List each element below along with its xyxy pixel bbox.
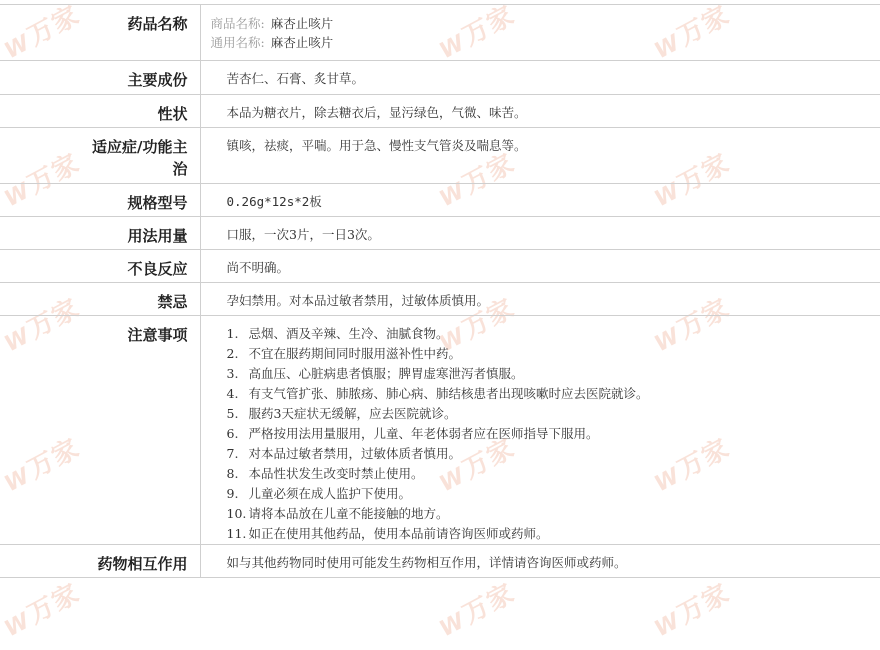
value-precautions <box>200 316 880 545</box>
trade-name-line <box>211 14 871 33</box>
value-indications: 镇咳，祛痰，平喘。用于急、慢性支气管炎及喘息等。 <box>200 128 880 184</box>
watermark: W万家 <box>650 578 735 643</box>
value-spec: 0.26g*12s*2板 <box>200 184 880 217</box>
watermark: W万家 <box>435 433 520 498</box>
value-drug-name <box>200 5 880 61</box>
value-ingredients: 苦杏仁、石膏、炙甘草。 <box>200 61 880 95</box>
trade-name-key: 商品名称: <box>210 16 265 31</box>
label-interactions: 药物相互作用 <box>0 545 200 578</box>
label-usage: 用法用量 <box>0 217 200 250</box>
label-spec: 规格型号 <box>0 184 200 217</box>
watermark: W万家 <box>0 0 85 65</box>
watermark: W万家 <box>650 433 735 498</box>
list-item: 3. 高血压、心脏病患者慎服；脾胃虚寒泄泻者慎服。 <box>226 366 524 381</box>
row-properties <box>0 95 880 128</box>
trade-name-value: 麻杏止咳片 <box>270 16 334 31</box>
watermark: W万家 <box>0 578 85 643</box>
row-adverse <box>0 250 880 283</box>
value-properties: 本品为糖衣片，除去糖衣后，显污绿色，气微、味苦。 <box>200 95 880 128</box>
list-item: 5. 服药3天症状无缓解，应去医院就诊。 <box>226 406 457 421</box>
row-indications <box>0 128 880 184</box>
row-precautions <box>0 316 880 545</box>
drug-info-table <box>0 4 880 578</box>
generic-name-value: 麻杏止咳片 <box>270 35 334 50</box>
label-adverse: 不良反应 <box>0 250 200 283</box>
generic-name-key: 通用名称: <box>210 35 265 50</box>
row-contraindications <box>0 283 880 316</box>
label-indications-line1: 适应症/功能主 <box>92 138 188 156</box>
watermark: W万家 <box>650 0 735 65</box>
watermark: W万家 <box>435 293 520 358</box>
value-interactions: 如与其他药物同时使用可能发生药物相互作用，详情请咨询医师或药师。 <box>200 545 880 578</box>
watermark: W万家 <box>0 433 85 498</box>
watermark: W万家 <box>650 148 735 213</box>
label-drug-name: 药品名称 <box>0 5 200 61</box>
label-properties: 性状 <box>0 95 200 128</box>
watermark: W万家 <box>435 148 520 213</box>
list-item: 8. 本品性状发生改变时禁止使用。 <box>226 466 424 481</box>
value-contraindications: 孕妇禁用。对本品过敏者禁用，过敏体质慎用。 <box>200 283 880 316</box>
list-item: 10. 请将本品放在儿童不能接触的地方。 <box>226 506 449 521</box>
value-adverse: 尚不明确。 <box>200 250 880 283</box>
list-item: 4. 有支气管扩张、肺脓疡、肺心病、肺结核患者出现咳嗽时应去医院就诊。 <box>226 386 649 401</box>
row-interactions <box>0 545 880 578</box>
label-ingredients: 主要成份 <box>0 61 200 95</box>
label-indications <box>0 128 200 184</box>
label-contraindications: 禁忌 <box>0 283 200 316</box>
generic-name-line <box>211 33 871 52</box>
list-item: 7. 对本品过敏者禁用，过敏体质者慎用。 <box>226 446 462 461</box>
row-drug-name <box>0 5 880 61</box>
value-usage: 口服，一次3片，一日3次。 <box>200 217 880 250</box>
list-item: 6. 严格按用法用量服用，儿童、年老体弱者应在医师指导下服用。 <box>226 426 599 441</box>
watermark: W万家 <box>0 148 85 213</box>
label-precautions: 注意事项 <box>0 316 200 545</box>
list-item: 11. 如正在使用其他药品，使用本品前请咨询医师或药师。 <box>226 526 549 541</box>
row-usage <box>0 217 880 250</box>
row-spec <box>0 184 880 217</box>
watermark: W万家 <box>0 293 85 358</box>
label-indications-line2: 治 <box>172 160 188 178</box>
list-item: 2. 不宜在服药期间同时服用滋补性中药。 <box>226 346 462 361</box>
watermark: W万家 <box>650 293 735 358</box>
list-item: 9. 儿童必须在成人监护下使用。 <box>226 486 412 501</box>
watermark: W万家 <box>435 578 520 643</box>
watermark: W万家 <box>435 0 520 65</box>
list-item: 1. 忌烟、酒及辛辣、生冷、油腻食物。 <box>226 326 449 341</box>
row-ingredients <box>0 61 880 95</box>
